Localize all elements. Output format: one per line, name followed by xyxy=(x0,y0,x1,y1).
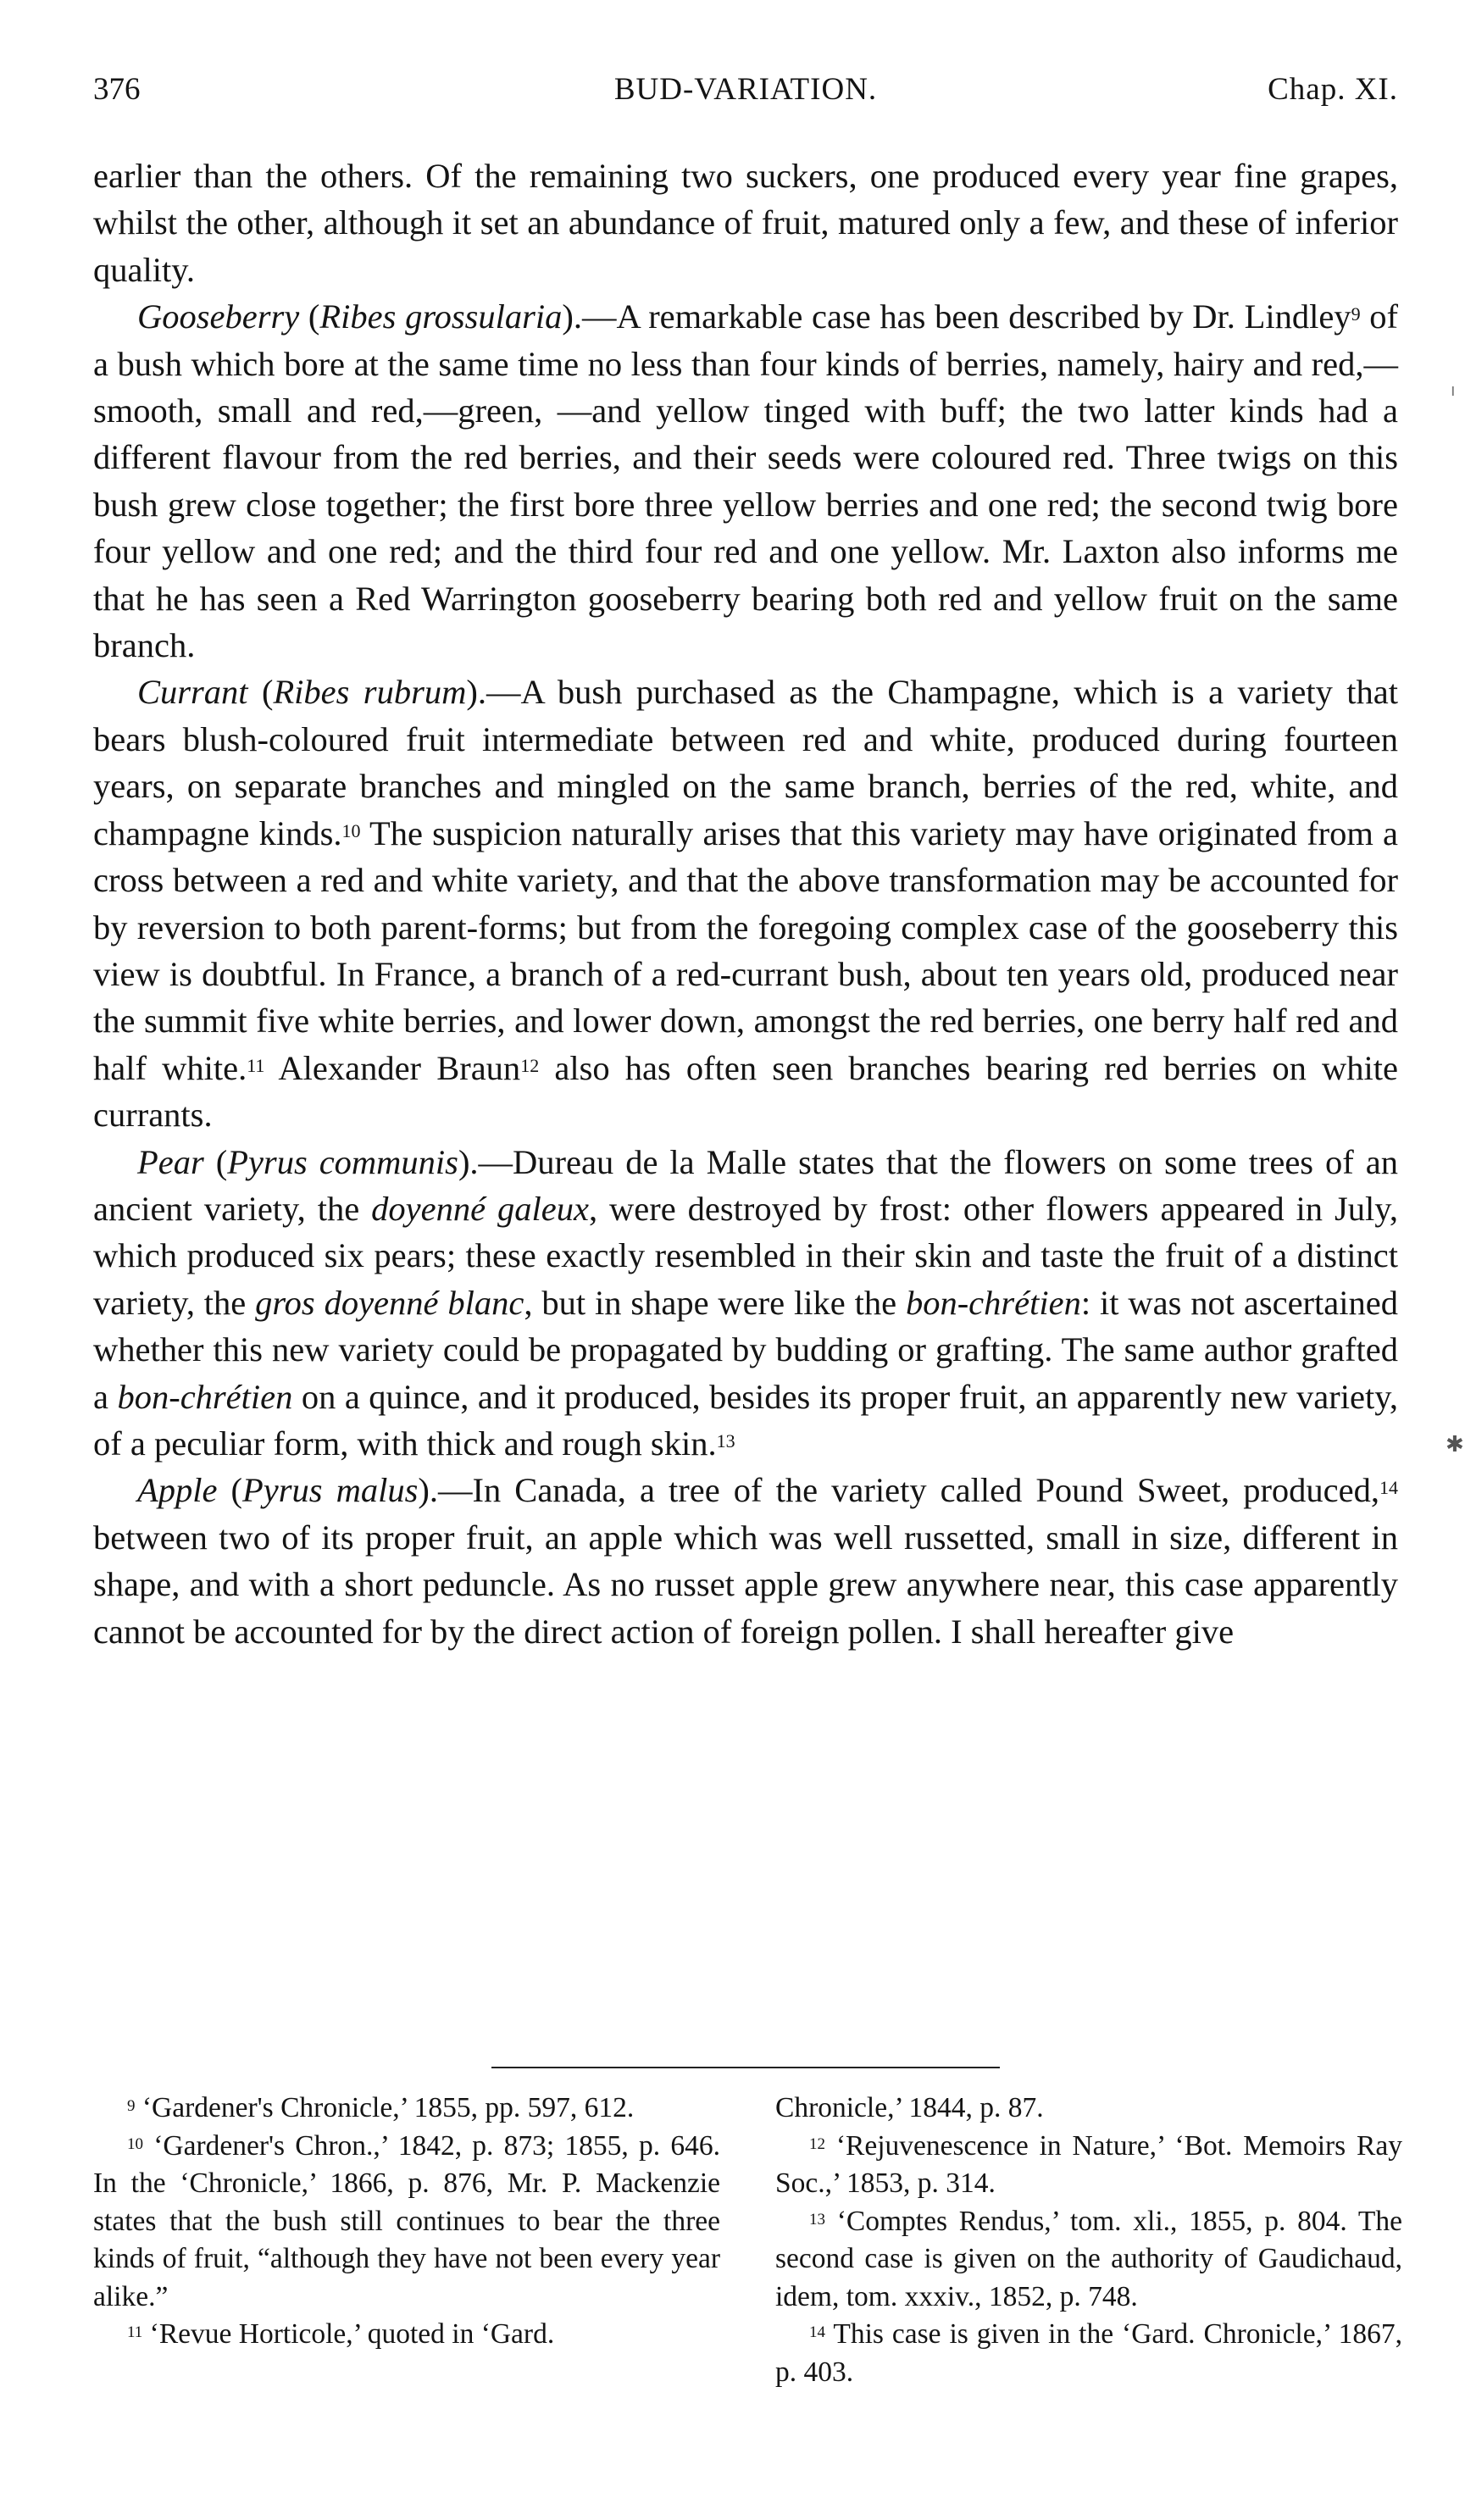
variety-name: bon-chrétien xyxy=(905,1283,1081,1322)
footnote-ref-13: 13 xyxy=(716,1429,735,1451)
footnote-number: 14 xyxy=(809,2323,825,2341)
footnote-11 xyxy=(93,2316,720,2354)
footnote-column-left xyxy=(93,2090,720,2354)
footnote-text: ‘Gardener's Chronicle,’ 1855, pp. 597, 612. xyxy=(142,2092,635,2123)
variety-name: bon-chrétien xyxy=(117,1377,293,1416)
paragraph-grapes: earlier than the others. Of the remaining two suckers, one produced every year fine grapes, whilst the other, although it set an abundance of fruit, matured only a few, and these of inferior quality. xyxy=(93,157,1398,289)
footnote-9 xyxy=(93,2090,720,2128)
pear-text: ).—Dureau de la Malle states that the flowers on some trees of an ancient variety, the xyxy=(93,1142,1398,1228)
paragraph-gooseberry: Gooseberry (Ribes grossularia).—A remarkable case has been described by Dr. Lindley$^9$ of a bush which bore at the same time no less than four kinds of berries, namely, hairy and red,—smooth, small and red,—green, —and yellow tinged with buff; the two latter kinds had a different flavour from the red berries, and their seeds were coloured red. Three twigs on this bush grew close together; the first bore three yellow berries and one red; the second twig bore four yellow and one red; and the third four red and one yellow. Mr. Laxton also informs me that he has seen a Red Warrington gooseberry bearing both red and yellow fruit on the same branch. xyxy=(93,297,1398,665)
apple-latin: Pyrus malus xyxy=(242,1471,419,1510)
footnote-number: 13 xyxy=(809,2210,825,2229)
footnote-text: ‘Revue Horticole,’ quoted in ‘Gard. xyxy=(149,2318,555,2350)
currant-heading: Currant xyxy=(137,673,248,712)
pear-text: on a quince, and it produced, besides its proper fruit, an apparently new variety, of a peculiar form, with thick and rough skin. xyxy=(93,1377,1398,1463)
variety-name: gros doyenné blanc xyxy=(255,1283,524,1322)
footnote-13 xyxy=(775,2203,1402,2317)
paragraph-pear: Pear (Pyrus communis).—Dureau de la Malle states that the flowers on some trees of an ancient variety, the doyenné galeux, were destroyed by frost: other flowers appeared in July, which produced six pears; these exactly resembled in their skin and taste the fruit of a distinct variety, the gros doyenné blanc, but in shape were like the bon-chrétien: it was not ascertained whether this new variety could be propagated by budding or grafting. The same author grafted a bon-chrétien on a quince, and it produced, besides its proper fruit, an apparently new variety, of a peculiar form, with thick and rough skin.$^{13}$ xyxy=(93,1142,1399,1463)
footnote-12 xyxy=(775,2128,1402,2203)
footnotes xyxy=(93,2090,1402,2488)
chapter-label: Chap. XI. xyxy=(1268,72,1398,107)
running-title: BUD-VARIATION. xyxy=(613,72,878,107)
paragraph-currant: Currant (Ribes rubrum).—A bush purchased as the Champagne, which is a variety that bears blush-coloured fruit intermediate between red and white, produced during fourteen years, on separate branches and mingled on the same branch, berries of the red, white, and champagne kinds.$^{10}$ The suspicion naturally arises that this variety may have originated from a cross between a red and white variety, and that the above transformation may be accounted for by reversion to both parent-forms; but from the foregoing complex case of the gooseberry this view is doubtful. In France, a branch of a red-currant bush, about ten years old, produced near the summit five white berries, and lower down, amongst the red berries, one berry half red and half white.$^{11}$ Alexander Braun$^{12}$ also has often seen branches bearing red berries on white currants. xyxy=(93,673,1399,1135)
pear-latin: Pyrus communis xyxy=(227,1142,458,1181)
footnote-ref-10: 10 xyxy=(341,819,361,841)
footnote-10 xyxy=(93,2128,720,2317)
apple-text: ).—In Canada, a tree of the variety called Pound Sweet, produced, xyxy=(418,1471,1380,1510)
gooseberry-text: of a bush which bore at the same time no less than four kinds of berries, namely, hairy and red,—smooth, small and red,—green, —and yellow tinged with buff; the two latter kinds had a different flavour from the red berries, and their seeds were coloured red. Three twigs on this bush grew close together; the first bore three yellow berries and one red; the second twig bore four yellow and one red; and the third four red and one yellow. Mr. Laxton also informs me that he has seen a Red Warrington gooseberry bearing both red and yellow fruit on the same branch. xyxy=(93,297,1398,665)
footnote-11-continued: Chronicle,’ 1844, p. 87. xyxy=(775,2092,1044,2123)
margin-ornament-icon: ✱ xyxy=(1446,1432,1464,1457)
footnote-ref-9: 9 xyxy=(1351,303,1361,325)
book-page xyxy=(93,51,1402,2491)
footnote-14 xyxy=(775,2316,1402,2391)
currant-text: also has often seen branches bearing red berries on white currants. xyxy=(93,1048,1399,1135)
footnote-ref-11: 11 xyxy=(247,1054,265,1076)
currant-text: ).—A bush purchased as the Champagne, which is a variety that bears blush-coloured fruit intermediate between red and white, produced during fourteen years, on separate branches and mingled on the same branch, berries of the red, white, and champagne kinds. xyxy=(93,673,1399,852)
body-text xyxy=(93,153,1398,1655)
footnote-column-right xyxy=(775,2090,1402,2391)
pear-text: , were destroyed by frost: other flowers appeared in July, which produced six pears; these exactly resembled in their skin and taste the fruit of a distinct variety, the xyxy=(93,1189,1399,1322)
currant-latin: Ribes rubrum xyxy=(273,673,467,712)
footnote-ref-14: 14 xyxy=(1379,1477,1399,1499)
footnote-text: ‘Rejuvenescence in Nature,’ ‘Bot. Memoirs Ray Soc.,’ 1853, p. 314. xyxy=(775,2129,1402,2199)
footnote-number: 9 xyxy=(127,2097,136,2115)
apple-heading: Apple xyxy=(137,1471,218,1510)
gooseberry-text: ).—A remarkable case has been described by Dr. Lindley xyxy=(562,297,1351,336)
footnote-ref-12: 12 xyxy=(520,1054,540,1076)
variety-name: doyenné galeux xyxy=(371,1189,589,1228)
margin-speck: ı xyxy=(1451,380,1456,400)
footnote-number: 11 xyxy=(127,2323,143,2341)
apple-text: between two of its proper fruit, an apple which was well russetted, small in size, different in shape, and with a short peduncle. As no russet apple grew anywhere near, this case apparently cannot be accounted for by the direct action of foreign pollen. I shall hereafter give xyxy=(93,1518,1398,1651)
running-header xyxy=(93,64,1398,115)
currant-text: Alexander Braun xyxy=(264,1048,521,1087)
footnote-text: This case is given in the ‘Gard. Chronicle,’ 1867, p. 403. xyxy=(775,2318,1402,2388)
footnote-text: ‘Gardener's Chron.,’ 1842, p. 873; 1855, p. 646. In the ‘Chronicle,’ 1866, p. 876, Mr. P. Mackenzie states that the bush still continues to bear the three kinds of fruit, “although they have not been every year alike.” xyxy=(93,2129,720,2312)
footnote-number: 10 xyxy=(127,2134,143,2153)
pear-text: : it was not ascertained whether this new variety could be propagated by budding or grafting. The same author grafted a xyxy=(93,1283,1398,1416)
pear-text: , but in shape were like the xyxy=(524,1283,906,1322)
gooseberry-latin: Ribes grossularia xyxy=(319,297,563,336)
paragraph-apple: Apple (Pyrus malus).—In Canada, a tree of the variety called Pound Sweet, produced,$^{14}$ between two of its proper fruit, an apple which was well russetted, small in size, different in shape, and with a short peduncle. As no russet apple grew anywhere near, this case apparently cannot be accounted for by the direct action of foreign pollen. I shall hereafter give xyxy=(93,1471,1399,1651)
pear-heading: Pear xyxy=(137,1142,204,1181)
page-number: 376 xyxy=(93,72,141,107)
gooseberry-heading: Gooseberry xyxy=(137,297,300,336)
currant-text: The suspicion naturally arises that this variety may have originated from a cross between a red and white variety, and that the above transformation may be accounted for by reversion to both parent-forms; but from the foregoing complex case of the gooseberry this view is doubtful. In France, a branch of a red-currant bush, about ten years old, produced near the summit five white berries, and lower down, amongst the red berries, one berry half red and half white. xyxy=(93,813,1398,1087)
footnote-number: 12 xyxy=(809,2134,825,2153)
footnote-divider xyxy=(491,2067,1000,2068)
footnote-text: ‘Comptes Rendus,’ tom. xli., 1855, p. 804. The second case is given on the authority of Gaudichaud, idem, tom. xxxiv., 1852, p. 748. xyxy=(775,2205,1402,2312)
